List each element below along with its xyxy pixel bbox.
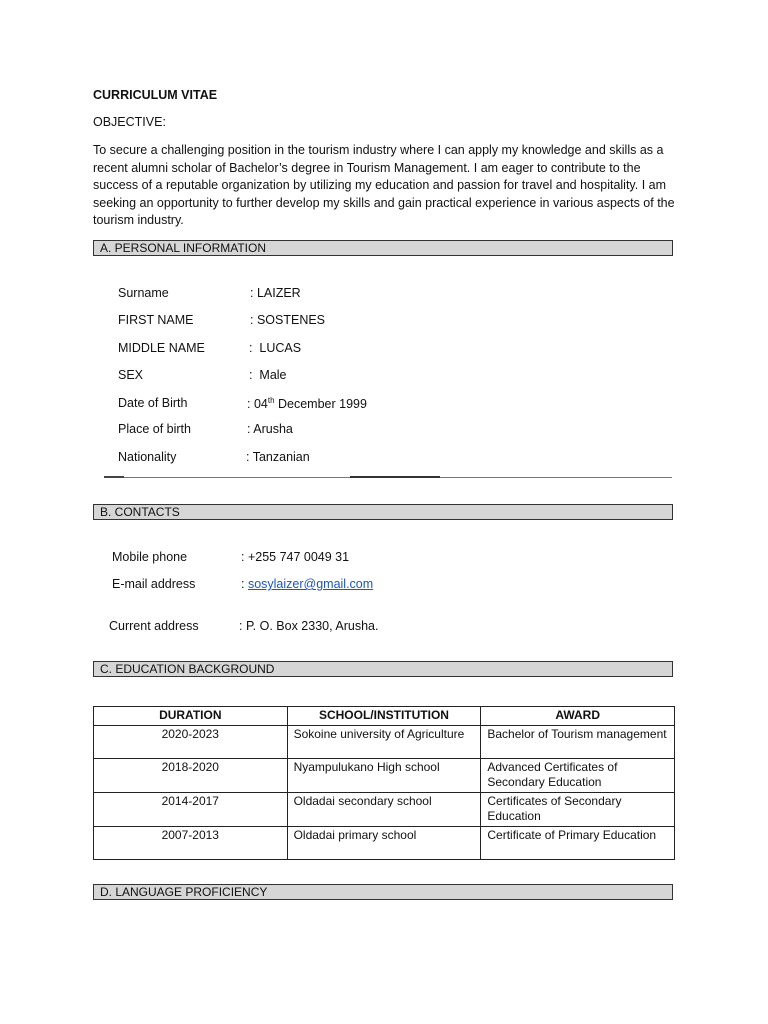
section-heading-contacts: B. CONTACTS — [93, 504, 673, 520]
nationality-label: Nationality — [118, 450, 177, 464]
divider-accent-center — [350, 476, 440, 478]
table-row — [94, 826, 675, 859]
table-row — [94, 792, 675, 826]
first-name-value: : SOSTENES — [250, 313, 326, 327]
award-cell: Advanced Certificates of Secondary Education — [481, 758, 675, 792]
document-title: CURRICULUM VITAE — [93, 88, 218, 102]
email-label: E-mail address — [112, 577, 196, 591]
divider-accent-left — [104, 476, 124, 478]
email-link[interactable]: sosylaizer@gmail.com — [247, 577, 374, 591]
column-header-award: AWARD — [481, 707, 675, 726]
dob-day: : 04 — [247, 397, 268, 412]
objective-label: OBJECTIVE: — [93, 115, 166, 129]
dob-label: Date of Birth — [118, 396, 188, 410]
duration-cell: 2007-2013 — [94, 826, 288, 859]
email-colon: : — [241, 577, 248, 591]
section-heading-personal: A. PERSONAL INFORMATION — [93, 240, 673, 256]
mobile-value: : +255 747 0049 31 — [241, 550, 350, 564]
sex-label: SEX — [118, 368, 144, 382]
section-heading-education: C. EDUCATION BACKGROUND — [93, 661, 673, 677]
nationality-value: : Tanzanian — [246, 450, 310, 464]
school-cell: Sokoine university of Agriculture — [287, 725, 481, 758]
address-value: : P. O. Box 2330, Arusha. — [239, 619, 379, 633]
duration-cell: 2020-2023 — [94, 725, 288, 758]
sex-value: : Male — [249, 368, 287, 382]
duration-cell: 2018-2020 — [94, 758, 288, 792]
award-cell: Certificates of Secondary Education — [481, 792, 675, 826]
school-cell: Nyampulukano High school — [287, 758, 481, 792]
email-value — [241, 577, 373, 591]
table-header-row — [94, 707, 675, 726]
column-header-school: SCHOOL/INSTITUTION — [287, 707, 481, 726]
award-cell: Bachelor of Tourism management — [481, 725, 675, 758]
table-row — [94, 758, 675, 792]
education-table — [93, 706, 675, 860]
table-row — [94, 725, 675, 758]
dob-ordinal: th — [267, 396, 275, 405]
pob-label: Place of birth — [118, 422, 191, 436]
middle-name-value: : LUCAS — [249, 341, 302, 355]
award-cell: Certificate of Primary Education — [481, 826, 675, 859]
surname-value: : LAIZER — [250, 286, 301, 300]
objective-text: To secure a challenging position in the tourism industry where I can apply my knowledge and skills as a recent alumni scholar of Bachelor’s degree in Tourism Management. I am eager to contribute to the success of a reputable organization by utilizing my education and passion for travel and hospitality. I am seeking an opportunity to further develop my skills and gain practical experience in various aspects of the tourism industry. — [93, 143, 675, 228]
column-header-duration: DURATION — [94, 707, 288, 726]
pob-value: : Arusha — [247, 422, 293, 436]
mobile-label: Mobile phone — [112, 550, 188, 564]
dob-month-year: December 1999 — [274, 397, 367, 412]
section-heading-language: D. LANGUAGE PROFICIENCY — [93, 884, 673, 900]
middle-name-label: MIDDLE NAME — [118, 341, 205, 355]
dob-value — [247, 396, 367, 411]
school-cell: Oldadai primary school — [287, 826, 481, 859]
duration-cell: 2014-2017 — [94, 792, 288, 826]
school-cell: Oldadai secondary school — [287, 792, 481, 826]
surname-label: Surname — [118, 286, 169, 300]
address-label: Current address — [109, 619, 199, 633]
first-name-label: FIRST NAME — [118, 313, 194, 327]
